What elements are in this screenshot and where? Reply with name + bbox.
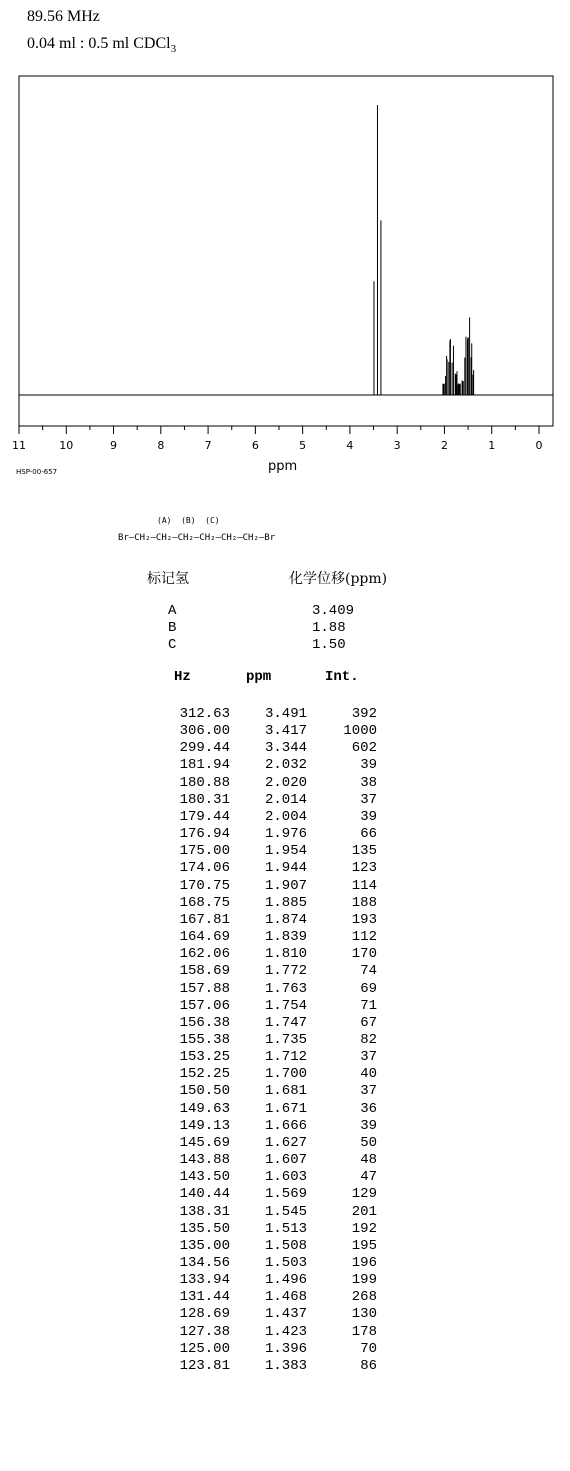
x-axis-label: ppm: [268, 459, 298, 474]
table-row: [160, 1169, 400, 1186]
assignment-row: [168, 603, 368, 620]
peak-ppm: 1.754: [264, 997, 307, 1014]
peak-int: 130: [351, 1306, 377, 1323]
table-row: [160, 981, 400, 998]
peak-hz: 152.25: [179, 1066, 230, 1083]
peak-int: 74: [360, 963, 377, 980]
peak-hz: 131.44: [179, 1289, 230, 1306]
peak-ppm: 1.763: [264, 980, 307, 997]
table-row: [160, 1015, 400, 1032]
peak-table-header-hz: Hz: [174, 669, 191, 685]
peak-int: 50: [360, 1134, 377, 1151]
table-row: [160, 1272, 400, 1289]
assignment-shift: 3.409: [312, 603, 355, 619]
peak-int: 86: [360, 1357, 377, 1374]
peak-ppm: 1.545: [264, 1203, 307, 1220]
peak-ppm: 1.468: [264, 1289, 307, 1306]
x-tick-label: 5: [299, 439, 307, 452]
peak-hz: 167.81: [179, 911, 230, 928]
peak-hz: 312.63: [179, 706, 230, 722]
peak-int: 195: [351, 1237, 377, 1254]
table-row: [160, 1135, 400, 1152]
assignment-col-shift: 化学位移(ppm): [289, 571, 388, 587]
peak-hz: 135.00: [179, 1237, 230, 1254]
peak-ppm: 1.396: [264, 1340, 307, 1357]
assignment-col-h: 标记氢: [147, 571, 189, 587]
solvent-text: 0.04 ml : 0.5 ml CDCl: [27, 35, 171, 52]
peak-table: [160, 706, 400, 1375]
peak-ppm: 2.004: [264, 808, 307, 825]
peak-int: 38: [360, 774, 377, 791]
peak-hz: 174.06: [179, 860, 230, 877]
peak-int: 69: [360, 980, 377, 997]
peak-int: 112: [351, 929, 377, 946]
peak-ppm: 1.666: [264, 1117, 307, 1134]
peak-int: 37: [360, 1083, 377, 1100]
peak-hz: 128.69: [179, 1306, 230, 1323]
peak-int: 392: [351, 706, 377, 722]
peak-ppm: 1.671: [264, 1100, 307, 1117]
peak-ppm: 1.496: [264, 1272, 307, 1289]
table-row: [160, 946, 400, 963]
peak-hz: 181.94: [179, 757, 230, 774]
spectrum-code: HSP-00-657: [16, 468, 58, 476]
table-row: [160, 1032, 400, 1049]
assignment-table: [168, 603, 368, 654]
peak-ppm: 1.437: [264, 1306, 307, 1323]
peak-hz: 127.38: [179, 1323, 230, 1340]
table-row: [160, 757, 400, 774]
peak-ppm: 1.700: [264, 1066, 307, 1083]
peak-int: 39: [360, 1117, 377, 1134]
table-row: [160, 895, 400, 912]
table-row: [160, 963, 400, 980]
x-tick-label: 6: [251, 439, 259, 452]
table-row: [160, 878, 400, 895]
peak-ppm: 1.569: [264, 1186, 307, 1203]
peak-hz: 149.63: [179, 1100, 230, 1117]
table-row: [160, 1066, 400, 1083]
peak-ppm: 2.014: [264, 791, 307, 808]
x-tick-label: 4: [346, 439, 354, 452]
peak-int: 71: [360, 997, 377, 1014]
peak-int: 37: [360, 1049, 377, 1066]
peak-ppm: 1.772: [264, 963, 307, 980]
structure-labels: (A) (B) (C): [157, 516, 220, 525]
assignment-shift: 1.88: [312, 620, 346, 636]
table-row: [160, 929, 400, 946]
peak-int: 40: [360, 1066, 377, 1083]
peak-int: 114: [351, 877, 377, 894]
peak-hz: 143.50: [179, 1169, 230, 1186]
peak-hz: 156.38: [179, 1014, 230, 1031]
table-row: [160, 998, 400, 1015]
x-tick-label: 1: [488, 439, 496, 452]
peak-ppm: 1.747: [264, 1014, 307, 1031]
table-row: [160, 912, 400, 929]
peak-int: 37: [360, 791, 377, 808]
peak-hz: 157.06: [179, 997, 230, 1014]
peak-hz: 158.69: [179, 963, 230, 980]
assignment-shift: 1.50: [312, 637, 346, 653]
table-row: [160, 1204, 400, 1221]
x-tick-label: 11: [12, 439, 26, 452]
peak-hz: 145.69: [179, 1134, 230, 1151]
plot-frame: [19, 76, 553, 426]
peak-hz: 157.88: [179, 980, 230, 997]
peak-int: 178: [351, 1323, 377, 1340]
peak-hz: 176.94: [179, 826, 230, 843]
peak-ppm: 1.607: [264, 1152, 307, 1169]
peak-int: 123: [351, 860, 377, 877]
peak-ppm: 1.735: [264, 1031, 307, 1048]
peak-int: 602: [351, 740, 377, 757]
peak-hz: 164.69: [179, 929, 230, 946]
peak-hz: 168.75: [179, 894, 230, 911]
table-row: [160, 792, 400, 809]
peak-ppm: 1.944: [264, 860, 307, 877]
table-row: [160, 860, 400, 877]
peak-ppm: 1.627: [264, 1134, 307, 1151]
peak-hz: 149.13: [179, 1117, 230, 1134]
peak-hz: 175.00: [179, 843, 230, 860]
peak-hz: 162.06: [179, 946, 230, 963]
table-row: [160, 1221, 400, 1238]
table-row: [160, 809, 400, 826]
peak-int: 39: [360, 757, 377, 774]
peak-hz: 125.00: [179, 1340, 230, 1357]
x-tick-label: 10: [59, 439, 74, 452]
peak-int: 170: [351, 946, 377, 963]
peak-hz: 134.56: [179, 1255, 230, 1271]
peak-hz: 150.50: [179, 1083, 230, 1100]
table-row: [160, 775, 400, 792]
peak-table-header-ppm: ppm: [246, 669, 272, 685]
table-row: [160, 1341, 400, 1358]
peak-hz: 140.44: [179, 1186, 230, 1203]
peak-int: 268: [351, 1289, 377, 1306]
peak-hz: 123.81: [179, 1357, 230, 1374]
peak-ppm: 3.491: [264, 706, 307, 722]
peak-ppm: 1.508: [264, 1237, 307, 1254]
structure-formula: Br—CH₂—CH₂—CH₂—CH₂—CH₂—CH₂—Br: [118, 533, 276, 543]
x-tick-label: 7: [204, 439, 212, 452]
peak-hz: 135.50: [179, 1220, 230, 1237]
table-row: [160, 1238, 400, 1255]
peak-int: 66: [360, 826, 377, 843]
peak-int: 193: [351, 911, 377, 928]
peak-int: 188: [351, 894, 377, 911]
x-tick-label: 3: [393, 439, 401, 452]
peak-ppm: 1.810: [264, 946, 307, 963]
peak-ppm: 1.954: [264, 843, 307, 860]
table-row: [160, 1255, 400, 1272]
assignment-row: [168, 620, 368, 637]
peak-hz: 155.38: [179, 1031, 230, 1048]
peak-hz: 299.44: [179, 740, 230, 757]
x-tick-label: 8: [157, 439, 165, 452]
peak-ppm: 3.344: [264, 740, 307, 757]
table-row: [160, 1324, 400, 1341]
peak-ppm: 1.976: [264, 826, 307, 843]
peak-int: 70: [360, 1340, 377, 1357]
peak-int: 82: [360, 1031, 377, 1048]
peak-hz: 180.31: [179, 791, 230, 808]
spectrometer-frequency: 89.56 MHz: [27, 8, 100, 25]
x-tick-label: 0: [535, 439, 543, 452]
x-tick-label: 2: [440, 439, 448, 452]
spectrum-peaks: [374, 105, 474, 395]
x-axis-ticks: [19, 426, 539, 434]
table-row: [160, 843, 400, 860]
peak-ppm: 1.513: [264, 1220, 307, 1237]
peak-hz: 133.94: [179, 1272, 230, 1289]
peak-ppm: 1.681: [264, 1083, 307, 1100]
peak-int: 129: [351, 1186, 377, 1203]
x-axis-tick-labels: [12, 439, 543, 452]
peak-int: 199: [351, 1272, 377, 1289]
peak-int: 192: [351, 1220, 377, 1237]
peak-hz: 306.00: [179, 723, 230, 740]
peak-ppm: 1.503: [264, 1255, 307, 1271]
peak-int: 67: [360, 1014, 377, 1031]
table-row: [160, 1289, 400, 1306]
peak-ppm: 1.907: [264, 877, 307, 894]
peak-hz: 153.25: [179, 1049, 230, 1066]
table-row: [160, 1152, 400, 1169]
peak-hz: 170.75: [179, 877, 230, 894]
peak-ppm: 1.423: [264, 1323, 307, 1340]
peak-int: 1000: [343, 723, 377, 740]
table-row: [160, 740, 400, 757]
peak-hz: 180.88: [179, 774, 230, 791]
peak-int: 196: [351, 1255, 377, 1271]
solvent-subscript: 3: [170, 43, 177, 56]
peak-ppm: 2.032: [264, 757, 307, 774]
table-row: [160, 1083, 400, 1100]
peak-int: 47: [360, 1169, 377, 1186]
table-row: [160, 1358, 400, 1375]
peak-hz: 143.88: [179, 1152, 230, 1169]
assignment-label: A: [168, 603, 177, 619]
peak-table-header-int: Int.: [325, 669, 359, 685]
peak-hz: 138.31: [179, 1203, 230, 1220]
assignment-row: [168, 637, 368, 654]
peak-ppm: 1.603: [264, 1169, 307, 1186]
table-row: [160, 1186, 400, 1203]
table-row: [160, 723, 400, 740]
peak-ppm: 2.020: [264, 774, 307, 791]
table-row: [160, 1101, 400, 1118]
peak-int: 48: [360, 1152, 377, 1169]
peak-ppm: 3.417: [264, 723, 307, 740]
table-row: [160, 706, 400, 723]
peak-hz: 179.44: [179, 808, 230, 825]
peak-ppm: 1.874: [264, 911, 307, 928]
peak-ppm: 1.885: [264, 894, 307, 911]
nmr-spectrum-chart: [0, 0, 570, 490]
table-row: [160, 1306, 400, 1323]
assignment-label: C: [168, 637, 177, 653]
peak-int: 39: [360, 808, 377, 825]
peak-ppm: 1.712: [264, 1049, 307, 1066]
peak-ppm: 1.383: [264, 1357, 307, 1374]
table-row: [160, 1049, 400, 1066]
table-row: [160, 826, 400, 843]
table-row: [160, 1118, 400, 1135]
peak-int: 135: [351, 843, 377, 860]
peak-ppm: 1.839: [264, 929, 307, 946]
peak-int: 201: [351, 1203, 377, 1220]
peak-int: 36: [360, 1100, 377, 1117]
x-tick-label: 9: [110, 439, 118, 452]
assignment-label: B: [168, 620, 177, 636]
